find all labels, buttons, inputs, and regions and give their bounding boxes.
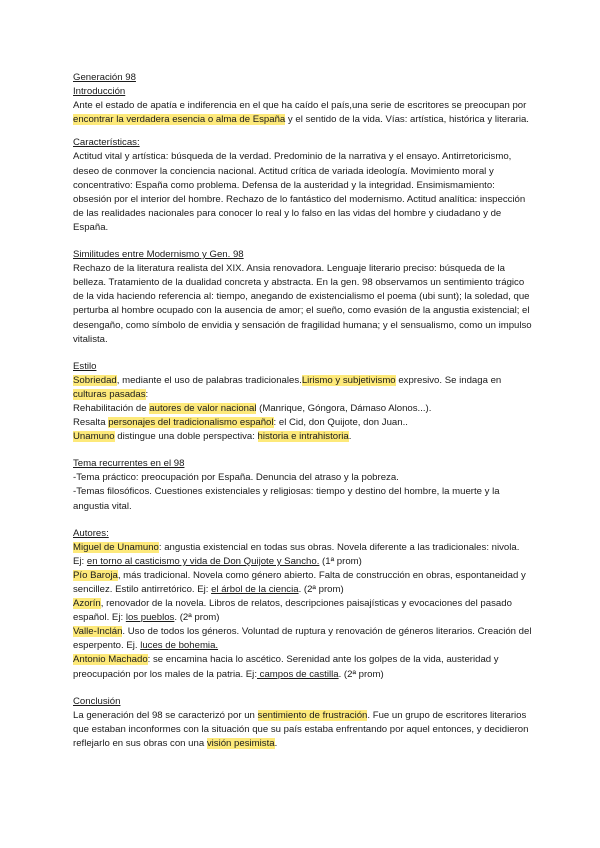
author-name: Antonio Machado (73, 654, 148, 666)
intro-section (73, 71, 533, 127)
conclusion-section (73, 695, 533, 751)
highlight: Lirismo y subjetivismo (301, 374, 396, 386)
highlight: culturas pasadas (73, 388, 146, 400)
text: La generación del 98 se caracterizó por un (73, 709, 258, 721)
intro-text: y el sentido de la vida. Vías: artística, histórica y literaria. (285, 114, 529, 126)
caracteristicas-section (73, 136, 533, 235)
conclusion-heading: Conclusión (73, 695, 121, 707)
estilo-heading: Estilo (73, 360, 97, 372)
text: : (145, 388, 149, 400)
text: . (2ª prom) (338, 668, 384, 680)
caracteristicas-paragraph: Actitud vital y artística: búsqueda de la verdad. Predominio de la narrativa y el ensayo. Antirretoricismo, deseo de conmover la conciencia nacional. Actitud crítica de variada ideología. Movimiento moral y concentrativo: España como problema. Defensa de la austeridad y la integridad. Ensimismamiento: obsesión por el interior del hombre. Rechazo de lo fantástico del modernismo. Actitud analítica: inspección de las realidades nacionales para conocer lo real y lo falso en las vidas del hombre y ciudadano y de España. (73, 151, 526, 233)
text: Resalta (73, 417, 109, 429)
text: (1ª prom) (319, 555, 362, 567)
text: , mediante el uso de palabras tradicionales. (116, 374, 302, 386)
text: Rehabilitación de (73, 402, 150, 414)
text: . Fue un grupo de escritores literarios que estaban inconformes con la situación que su país estaba enfrentando por aquel entonces, y decidieron reflejarlo en sus obras con una (73, 709, 529, 749)
intro-text: Ante el estado de apatía e indiferencia en el que ha caído el país,una serie de escritores se preocupan por (73, 100, 527, 112)
work-title: el árbol de la ciencia (211, 584, 299, 595)
author-entry (73, 653, 533, 681)
work-title: en torno al casticismo y vida de Don Quijote y Sancho. (86, 555, 320, 567)
estilo-line (73, 416, 533, 430)
text: : angustia existencial en todas sus obras. Novela diferente a las tradicionales: nivola. Ej: (73, 541, 520, 567)
author-entry (73, 597, 533, 625)
intro-heading: Introducción (73, 86, 126, 98)
highlight: personajes del tradicionalismo español (108, 417, 274, 429)
caracteristicas-heading: Características: (73, 137, 140, 149)
highlight: historia e intrahistoria (257, 431, 349, 443)
text: distingue una doble perspectiva: (114, 431, 258, 443)
highlight: Sobriedad (73, 374, 117, 386)
similitudes-section (73, 248, 533, 347)
temas-line: -Temas filosóficos. Cuestiones existenciales y religiosas: tiempo y destino del hombre, la muerte y la angustia vital. (73, 486, 500, 512)
conclusion-paragraph (73, 709, 533, 751)
author-name: Pío Baroja (73, 569, 118, 581)
similitudes-heading: Similitudes entre Modernismo y Gen. 98 (73, 249, 244, 261)
work-title: luces de bohemia. (140, 640, 219, 652)
text: . (2ª prom) (174, 612, 220, 624)
author-entry (73, 569, 533, 597)
highlight: Unamuno (73, 431, 115, 443)
author-entry (73, 625, 533, 653)
text: . (274, 737, 278, 749)
text: , más tradicional. Novela como género abierto. Falta de construcción en obras, espontaneidad y sencillez. Estilo antirretórico. Ej: (73, 569, 526, 595)
text: , renovador de la novela. Libros de relatos, descripciones paisajísticas y evocaciones del pasado español. Ej: (73, 598, 512, 624)
text: . (2ª prom) (298, 584, 344, 595)
highlight: autores de valor nacional (149, 402, 257, 414)
autores-section (73, 527, 533, 682)
author-name: Valle-Inclán (73, 626, 123, 638)
text: (Manrique, Góngora, Dámaso Alonos...). (256, 402, 432, 414)
text: . Uso de todos los géneros. Voluntad de ruptura y renovación de géneros literarios. Creación del esperpento. Ej. (73, 626, 532, 652)
estilo-section (73, 360, 533, 445)
similitudes-paragraph: Rechazo de la literatura realista del XIX. Ansia renovadora. Lenguaje literario preciso: búsqueda de la belleza. Tratamiento de la dualidad concreta y abstracta. En la gen. 98 observamos un sentimiento trágico de la vida haciendo referencia al: tiempo, anegando de existencialismo el poema (ubi sunt); la soledad, que perturba al hombre ocupado con la ausencia de amor; el sueño, como evasión de la angustia existencial; el desengaño, como símbolo de envidia y sensación de fragilidad humana; y el sensualismo, como un impulso vitalista. (73, 263, 532, 345)
author-name: Miguel de Unamuno (73, 541, 159, 553)
temas-line: -Tema práctico: preocupación por España. Denuncia del atraso y la pobreza. (73, 472, 399, 484)
temas-section (73, 457, 533, 513)
estilo-line (73, 374, 533, 402)
estilo-line (73, 430, 533, 444)
work-title: campos de castilla (256, 668, 339, 680)
highlight: visión pesimista (206, 737, 275, 749)
author-entry (73, 541, 533, 569)
autores-heading: Autores: (73, 527, 109, 539)
highlight: encontrar la verdadera esencia o alma de España (73, 114, 286, 126)
document-body (73, 71, 533, 764)
highlight: sentimiento de frustración (257, 709, 368, 721)
estilo-line (73, 402, 533, 416)
text: : el Cid, don Quijote, don Juan.. (273, 417, 408, 429)
temas-heading: Tema recurrentes en el 98 (73, 458, 185, 470)
work-title: los pueblos (125, 612, 175, 624)
text: : se encamina hacia lo ascético. Serenidad ante los golpes de la vida, austeridad y preocupación por los males de la patria. Ej: (73, 654, 499, 680)
text: expresivo. Se indaga en (395, 374, 502, 386)
intro-paragraph (73, 99, 533, 127)
author-name: Azorín (73, 598, 101, 610)
document-title: Generación 98 (73, 72, 136, 83)
text: . (348, 431, 352, 443)
